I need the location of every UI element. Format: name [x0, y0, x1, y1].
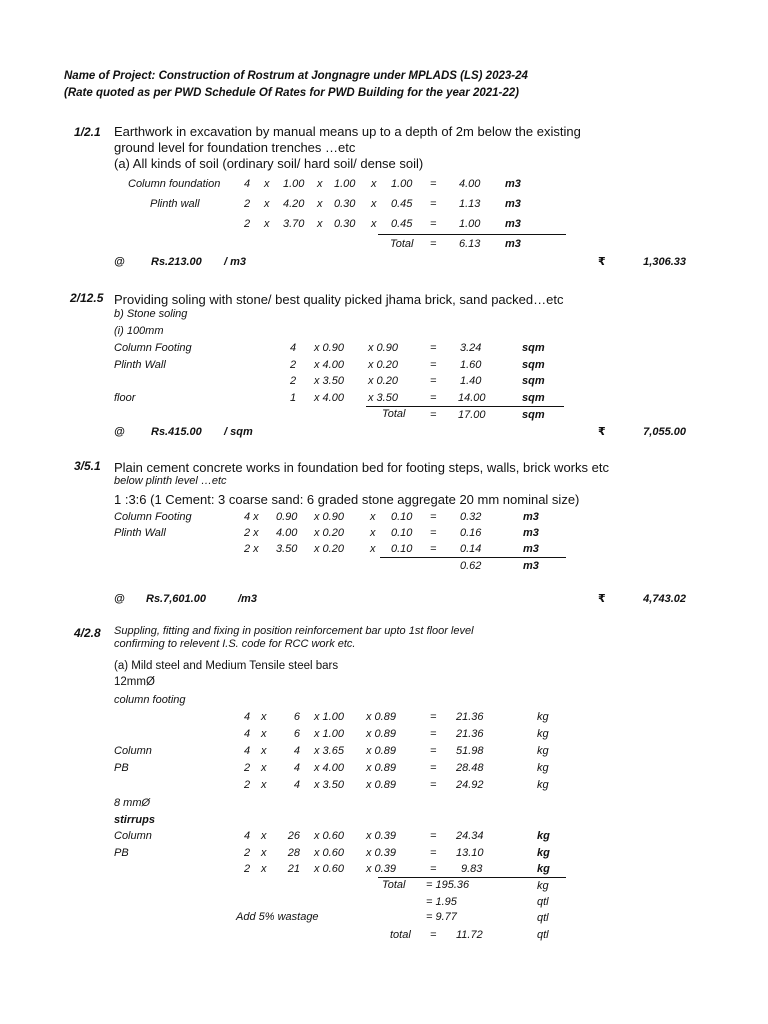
- row-unit: kg: [537, 880, 549, 892]
- row-count: 2 x: [244, 543, 259, 555]
- rate-unit: / sqm: [224, 426, 253, 438]
- row-unit: kg: [537, 745, 549, 757]
- row-length: x 1.00: [314, 711, 344, 723]
- row-value: 0.16: [460, 527, 482, 539]
- wastage-label: Add 5% wastage: [236, 911, 319, 923]
- total-label: Total: [382, 408, 406, 420]
- row-count: 2: [244, 218, 251, 230]
- row-label: PB: [114, 762, 129, 774]
- row-unit: m3: [523, 543, 539, 555]
- row-weight: x 0.89: [366, 745, 396, 757]
- total-value: = 195.36: [426, 879, 470, 891]
- item-number: 3/5.1: [74, 459, 101, 473]
- row-count: 1: [290, 392, 297, 404]
- bar-diameter: 8 mmØ: [114, 797, 151, 809]
- rupee-icon: ₹: [598, 425, 606, 438]
- row-label: Plinth wall: [150, 198, 200, 210]
- row-times: x: [371, 218, 377, 230]
- row-unit: m3: [523, 527, 539, 539]
- row-equals: =: [430, 745, 437, 757]
- row-times: x: [261, 711, 267, 723]
- row-length: x 4.00: [314, 392, 344, 404]
- item-subheading: b) Stone soling: [114, 308, 188, 320]
- row-width: x 0.20: [368, 359, 398, 371]
- row-times: x: [261, 745, 267, 757]
- row-bars: 6: [293, 711, 300, 723]
- rupee-icon: ₹: [598, 592, 606, 605]
- row-equals: =: [430, 375, 437, 387]
- row-unit: kg: [537, 830, 550, 842]
- at-sign: @: [114, 426, 125, 438]
- total-rule: [378, 234, 566, 235]
- row-equals: =: [430, 728, 437, 740]
- row-length: 4.00: [276, 527, 298, 539]
- row-count: 4: [244, 711, 251, 723]
- row-value: 4.00: [459, 178, 481, 190]
- row-count: 4: [244, 830, 251, 842]
- item-subheading: (i) 100mm: [114, 325, 164, 337]
- row-bars: 6: [293, 728, 300, 740]
- amount: 7,055.00: [643, 426, 686, 438]
- row-width: x 0.90: [368, 342, 398, 354]
- row-unit: sqm: [522, 409, 545, 421]
- row-length: 3.50: [276, 543, 298, 555]
- row-unit: m3: [505, 198, 521, 210]
- project-title: Name of Project: Construction of Rostrum at Jongnagre under MPLADS (LS) 2023-24: [64, 70, 528, 82]
- row-equals: =: [430, 711, 437, 723]
- at-sign: @: [114, 256, 125, 268]
- row-value: 0.14: [460, 543, 482, 555]
- row-equals: =: [430, 830, 437, 842]
- row-value: 21.36: [456, 711, 484, 723]
- row-width: 0.30: [334, 218, 356, 230]
- row-depth: 0.10: [391, 543, 413, 555]
- row-depth: 0.10: [391, 527, 413, 539]
- item-description: Suppling, fitting and fixing in position reinforcement bar upto 1st floor level: [114, 625, 474, 637]
- row-value: 13.10: [456, 847, 484, 859]
- row-count: 4 x: [244, 511, 259, 523]
- row-length: 1.00: [283, 178, 305, 190]
- row-depth: 1.00: [391, 178, 413, 190]
- row-value: 1.40: [460, 375, 482, 387]
- row-unit: sqm: [522, 342, 545, 354]
- row-unit: m3: [523, 511, 539, 523]
- item-subheading: stirrups: [114, 814, 155, 826]
- rate-value: Rs.7,601.00: [146, 593, 206, 605]
- row-count: 2: [290, 359, 297, 371]
- row-unit: m3: [523, 560, 539, 572]
- row-bars: 4: [293, 762, 300, 774]
- row-unit: m3: [505, 238, 521, 250]
- total-value: 17.00: [458, 409, 486, 421]
- row-equals: =: [430, 543, 437, 555]
- row-count: 4: [290, 342, 297, 354]
- row-equals: =: [430, 409, 437, 421]
- row-unit: qtl: [537, 912, 549, 924]
- row-value: 24.34: [456, 830, 484, 842]
- row-value: 1.60: [460, 359, 482, 371]
- row-equals: =: [430, 779, 437, 791]
- project-rate-note: (Rate quoted as per PWD Schedule Of Rates for PWD Building for the year 2021-22): [64, 87, 519, 99]
- row-unit: m3: [505, 178, 521, 190]
- row-unit: sqm: [522, 375, 545, 387]
- row-times: x: [264, 218, 270, 230]
- row-equals: =: [430, 929, 437, 941]
- total-label: Total: [390, 238, 414, 250]
- row-count: 2 x: [244, 527, 259, 539]
- row-length: x 0.60: [314, 830, 344, 842]
- total-rule: [380, 557, 566, 558]
- row-bars: 4: [293, 745, 300, 757]
- item-description: (a) All kinds of soil (ordinary soil/ hard soil/ dense soil): [114, 156, 424, 171]
- item-subheading: (a) Mild steel and Medium Tensile steel bars: [114, 660, 339, 672]
- row-depth: 0.10: [391, 511, 413, 523]
- row-length: x 4.00: [314, 359, 344, 371]
- row-label: Column Footing: [114, 511, 192, 523]
- row-times: x: [317, 178, 323, 190]
- row-length: x 4.00: [314, 762, 344, 774]
- row-equals: =: [430, 178, 437, 190]
- item-number: 4/2.8: [74, 626, 101, 640]
- row-width: 0.30: [334, 198, 356, 210]
- total-rule: [366, 406, 564, 407]
- total-value: 6.13: [459, 238, 481, 250]
- item-number: 1/2.1: [74, 125, 101, 139]
- row-label: Column: [114, 830, 152, 842]
- rate-unit: /m3: [238, 593, 257, 605]
- amount: 4,743.02: [643, 593, 686, 605]
- item-description: Earthwork in excavation by manual means up to a depth of 2m below the existing: [114, 124, 581, 139]
- row-times: x: [261, 847, 267, 859]
- row-depth: 0.45: [391, 198, 413, 210]
- row-depth: 0.45: [391, 218, 413, 230]
- row-weight: x 0.39: [366, 863, 396, 875]
- row-width: x 0.90: [314, 511, 344, 523]
- row-count: 4: [244, 178, 251, 190]
- item-subheading: below plinth level …etc: [114, 475, 227, 487]
- row-length: x 0.60: [314, 847, 344, 859]
- row-unit: kg: [537, 762, 549, 774]
- row-width: x 0.20: [314, 527, 344, 539]
- row-width: x 0.20: [314, 543, 344, 555]
- row-value: 28.48: [456, 762, 484, 774]
- row-length: x 0.60: [314, 863, 344, 875]
- row-times: x: [261, 863, 267, 875]
- item-subheading: column footing: [114, 694, 186, 706]
- row-times: x: [371, 178, 377, 190]
- row-width: x 3.50: [368, 392, 398, 404]
- grand-total-value: 11.72: [456, 929, 483, 941]
- row-equals: =: [430, 392, 437, 404]
- row-unit: sqm: [522, 392, 545, 404]
- rate-value: Rs.415.00: [151, 426, 202, 438]
- row-times: x: [261, 728, 267, 740]
- row-unit: qtl: [537, 929, 549, 941]
- row-unit: kg: [537, 779, 549, 791]
- row-label: Plinth Wall: [114, 527, 166, 539]
- row-equals: =: [430, 511, 437, 523]
- row-equals: =: [430, 238, 437, 250]
- row-width: 1.00: [334, 178, 356, 190]
- total-value: 0.62: [460, 560, 482, 572]
- row-times: x: [370, 543, 376, 555]
- grand-total-label: total: [390, 929, 411, 941]
- row-value: 0.32: [460, 511, 482, 523]
- row-unit: kg: [537, 863, 550, 875]
- row-length: x 3.65: [314, 745, 344, 757]
- row-equals: =: [430, 198, 437, 210]
- row-times: x: [371, 198, 377, 210]
- row-weight: x 0.89: [366, 728, 396, 740]
- row-equals: =: [430, 847, 437, 859]
- row-count: 2: [244, 847, 251, 859]
- row-unit: sqm: [522, 359, 545, 371]
- row-unit: kg: [537, 847, 550, 859]
- row-count: 4: [244, 728, 251, 740]
- row-count: 4: [244, 745, 251, 757]
- row-bars: 26: [287, 830, 300, 842]
- row-value: 14.00: [458, 392, 486, 404]
- row-equals: =: [430, 342, 437, 354]
- item-description: 1 :3:6 (1 Cement: 3 coarse sand: 6 graded stone aggregate 20 mm nominal size): [114, 492, 580, 507]
- row-equals: =: [430, 359, 437, 371]
- wastage-value: = 9.77: [426, 911, 457, 923]
- item-description: ground level for foundation trenches …etc: [114, 140, 356, 155]
- row-times: x: [261, 779, 267, 791]
- row-length: x 3.50: [314, 779, 344, 791]
- row-weight: x 0.89: [366, 762, 396, 774]
- row-unit: qtl: [537, 896, 549, 908]
- row-label: Column Footing: [114, 342, 192, 354]
- row-count: 2: [290, 375, 297, 387]
- row-equals: =: [430, 218, 437, 230]
- row-length: 0.90: [276, 511, 298, 523]
- row-value: 1.13: [459, 198, 481, 210]
- row-count: 2: [244, 762, 251, 774]
- amount: 1,306.33: [643, 256, 686, 268]
- row-times: x: [370, 511, 376, 523]
- row-label: Plinth Wall: [114, 359, 166, 371]
- quintal-value: = 1.95: [426, 896, 457, 908]
- rate-unit: / m3: [224, 256, 247, 268]
- item-description: Plain cement concrete works in foundation bed for footing steps, walls, brick works etc: [114, 460, 609, 475]
- rupee-icon: ₹: [598, 255, 606, 268]
- row-unit: kg: [537, 728, 549, 740]
- row-weight: x 0.89: [366, 779, 396, 791]
- row-value: 21.36: [456, 728, 484, 740]
- row-value: 9.83: [461, 863, 483, 875]
- bar-diameter: 12mmØ: [114, 676, 155, 688]
- row-times: x: [370, 527, 376, 539]
- rate-value: Rs.213.00: [151, 256, 202, 268]
- row-weight: x 0.39: [366, 830, 396, 842]
- at-sign: @: [114, 593, 125, 605]
- row-length: 3.70: [283, 218, 305, 230]
- row-bars: 4: [293, 779, 300, 791]
- row-count: 2: [244, 779, 251, 791]
- row-weight: x 0.89: [366, 711, 396, 723]
- row-count: 2: [244, 863, 251, 875]
- item-description: Providing soling with stone/ best quality picked jhama brick, sand packed…etc: [114, 292, 564, 307]
- row-times: x: [264, 198, 270, 210]
- row-length: x 1.00: [314, 728, 344, 740]
- item-description: confirming to relevent I.S. code for RCC work etc.: [114, 638, 356, 650]
- row-bars: 21: [287, 863, 300, 875]
- row-unit: m3: [505, 218, 521, 230]
- row-equals: =: [430, 863, 437, 875]
- row-label: Column: [114, 745, 152, 757]
- row-length: x 0.90: [314, 342, 344, 354]
- row-label: floor: [114, 392, 136, 404]
- row-value: 1.00: [459, 218, 481, 230]
- row-value: 51.98: [456, 745, 484, 757]
- row-length: 4.20: [283, 198, 305, 210]
- row-value: 24.92: [456, 779, 484, 791]
- row-equals: =: [430, 762, 437, 774]
- row-bars: 28: [287, 847, 300, 859]
- row-times: x: [264, 178, 270, 190]
- row-length: x 3.50: [314, 375, 344, 387]
- item-number: 2/12.5: [70, 291, 104, 305]
- row-label: Column foundation: [128, 178, 221, 190]
- row-times: x: [317, 198, 323, 210]
- row-value: 3.24: [460, 342, 482, 354]
- row-equals: =: [430, 527, 437, 539]
- row-times: x: [317, 218, 323, 230]
- row-unit: kg: [537, 711, 549, 723]
- row-count: 2: [244, 198, 251, 210]
- row-times: x: [261, 830, 267, 842]
- row-weight: x 0.39: [366, 847, 396, 859]
- total-rule: [378, 877, 566, 878]
- row-width: x 0.20: [368, 375, 398, 387]
- row-label: PB: [114, 847, 129, 859]
- row-times: x: [261, 762, 267, 774]
- total-label: Total: [382, 879, 406, 891]
